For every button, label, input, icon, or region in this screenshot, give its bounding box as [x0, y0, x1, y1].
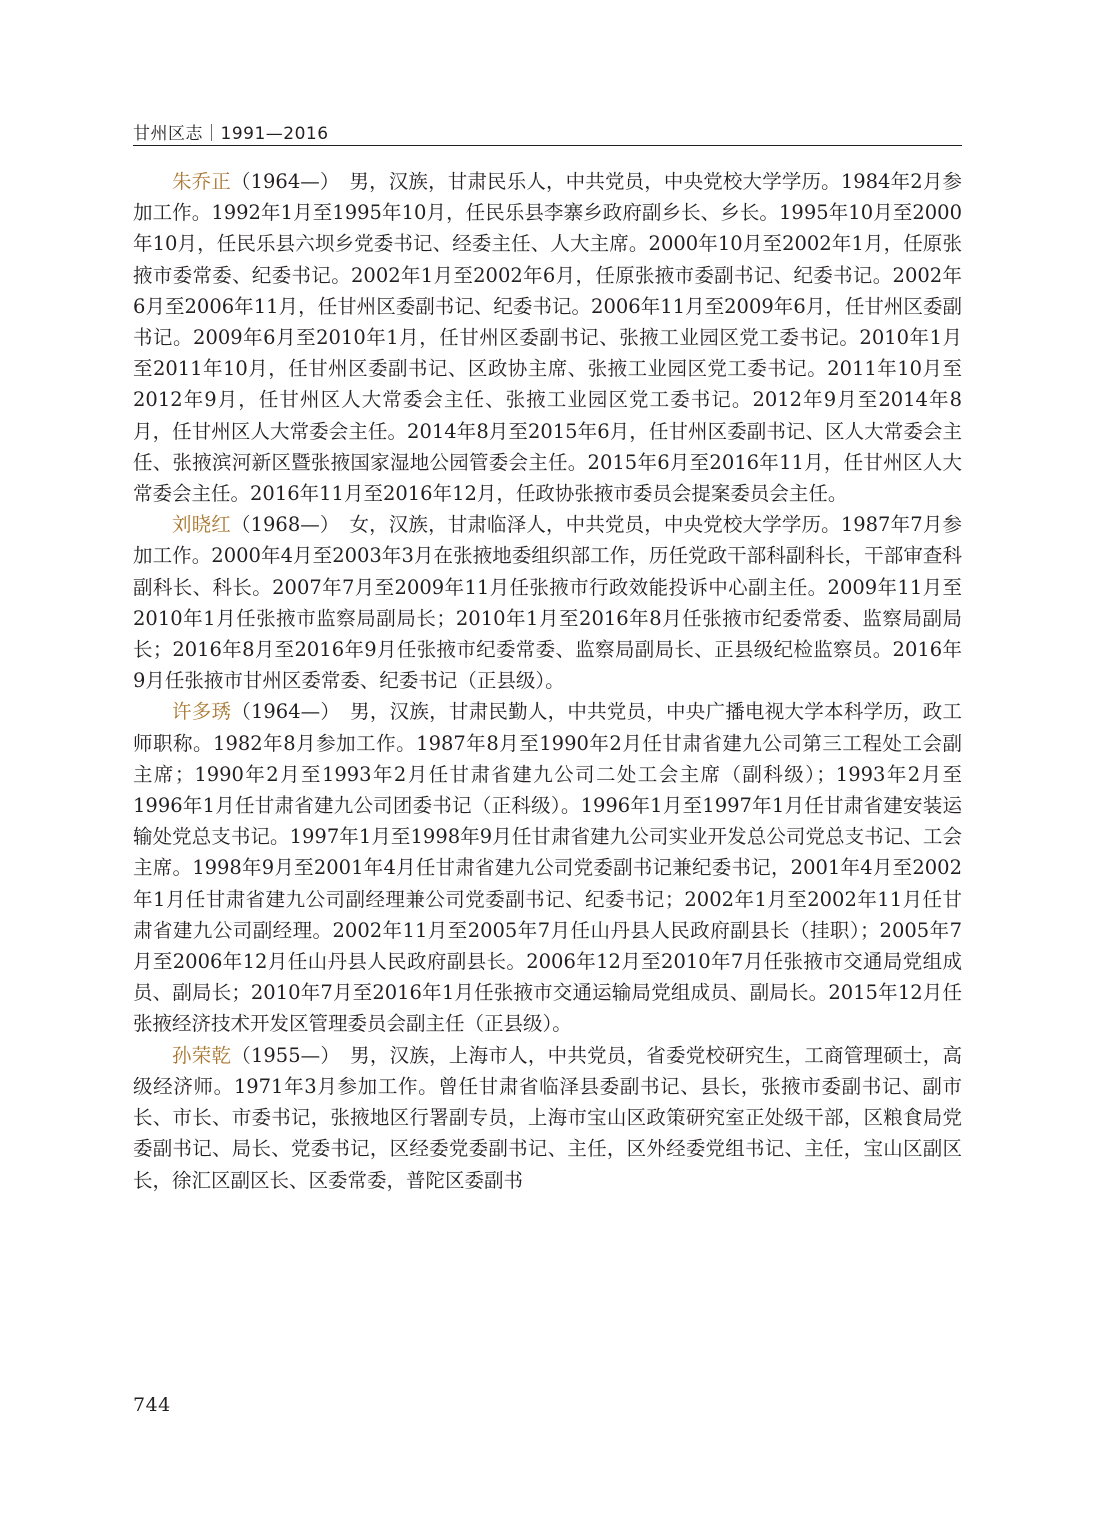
person-name: 许多琇: [172, 700, 232, 724]
biography-text: [133, 166, 962, 1196]
biography-paragraph: 男，汉族，甘肃民勤人，中共党员，中央广播电视大学本科学历，政工师职称。1982年8月参加工作。1987年8月至1990年2月任甘肃省建九公司第三工程处工会副主席；1990年2月至1993年2月任甘肃省建九公司二处工会主席（副科级）；1993年2月至1996年1月任甘肃省建九公司团委书记（正科级）。1996年1月至1997年1月任甘肃省建安装运输处党总支书记。1997年1月至1998年9月任甘肃省建九公司实业开发总公司党总支书记、工会主席。1998年9月至2001年4月任甘肃省建九公司党委副书记兼纪委书记，2001年4月至2002年1月任甘肃省建九公司副经理兼公司党委副书记、纪委书记；2002年1月至2002年11月任甘肃省建九公司副经理。2002年11月至2005年7月任山丹县人民政府副县长（挂职）；2005年7月至2006年12月任山丹县人民政府副县长。2006年12月至2010年7月任张掖市交通局党组成员、副局长；2010年7月至2016年1月任张掖市交通运输局党组成员、副局长。2015年12月任张掖经济技术开发区管理委员会副主任（正县级）。: [133, 700, 962, 1036]
biography-entry-xu-duoxiu: [133, 696, 962, 1039]
biography-entry-liu-xiaohong: [133, 509, 962, 696]
page-number: 744: [133, 1394, 171, 1416]
book-title: 甘州区志｜1991—2016: [133, 124, 329, 144]
person-years: （1955—）: [231, 1043, 331, 1067]
person-name: 朱乔正: [172, 170, 231, 193]
biography-paragraph: 男，汉族，上海市人，中共党员，省委党校研究生，工商管理硕士，高级经济师。1971年3月参加工作。曾任甘肃省临泽县委副书记、县长，张掖市委副书记、副市长、市长、市委书记，张掖地区行署副专员，上海市宝山区政策研究室正处级干部，区粮食局党委副书记、局长、党委书记，区经委党委副书记、主任，区外经委党组书记、主任，宝山区副区长，徐汇区副区长、区委常委，普陀区委副书: [133, 1043, 962, 1192]
person-years: （1964—）: [230, 170, 330, 193]
person-years: （1968—）: [230, 513, 330, 537]
person-name: 刘晓红: [172, 513, 231, 537]
biography-paragraph: 男，汉族，甘肃民乐人，中共党员，中央党校大学学历。1984年2月参加工作。1992年1月至1995年10月，任民乐县李寨乡政府副乡长、乡长。1995年10月至2000年10月，任民乐县六坝乡党委书记、经委主任、人大主席。2000年10月至2002年1月，任原张掖市委常委、纪委书记。2002年1月至2002年6月，任原张掖市委副书记、纪委书记。2002年6月至2006年11月，任甘州区委副书记、纪委书记。2006年11月至2009年6月，任甘州区委副书记。2009年6月至2010年1月，任甘州区委副书记、张掖工业园区党工委书记。2010年1月至2011年10月，任甘州区委副书记、区政协主席、张掖工业园区党工委书记。2011年10月至2012年9月，任甘州区人大常委会主任、张掖工业园区党工委书记。2012年9月至2014年8月，任甘州区人大常委会主任。2014年8月至2015年6月，任甘州区委副书记、区人大常委会主任、张掖滨河新区暨张掖国家湿地公园管委会主任。2015年6月至2016年11月，任甘州区人大常委会主任。2016年11月至2016年12月，任政协张掖市委员会提案委员会主任。: [133, 170, 962, 506]
person-years: （1964—）: [231, 700, 331, 724]
person-name: 孙荣乾: [172, 1043, 232, 1067]
biography-entry-zhu-qiaozheng: [133, 166, 962, 509]
biography-entry-sun-rongqian: [133, 1040, 962, 1196]
biography-paragraph: 女，汉族，甘肃临泽人，中共党员，中央党校大学学历。1987年7月参加工作。2000年4月至2003年3月在张掖地委组织部工作，历任党政干部科副科长，干部审查科副科长、科长。2007年7月至2009年11月任张掖市行政效能投诉中心副主任。2009年11月至2010年1月任张掖市监察局副局长；2010年1月至2016年8月任张掖市纪委常委、监察局副局长；2016年8月至2016年9月任张掖市纪委常委、监察局副局长、正县级纪检监察员。2016年9月任张掖市甘州区委常委、纪委书记（正县级）。: [133, 513, 962, 693]
running-header: [133, 117, 962, 146]
